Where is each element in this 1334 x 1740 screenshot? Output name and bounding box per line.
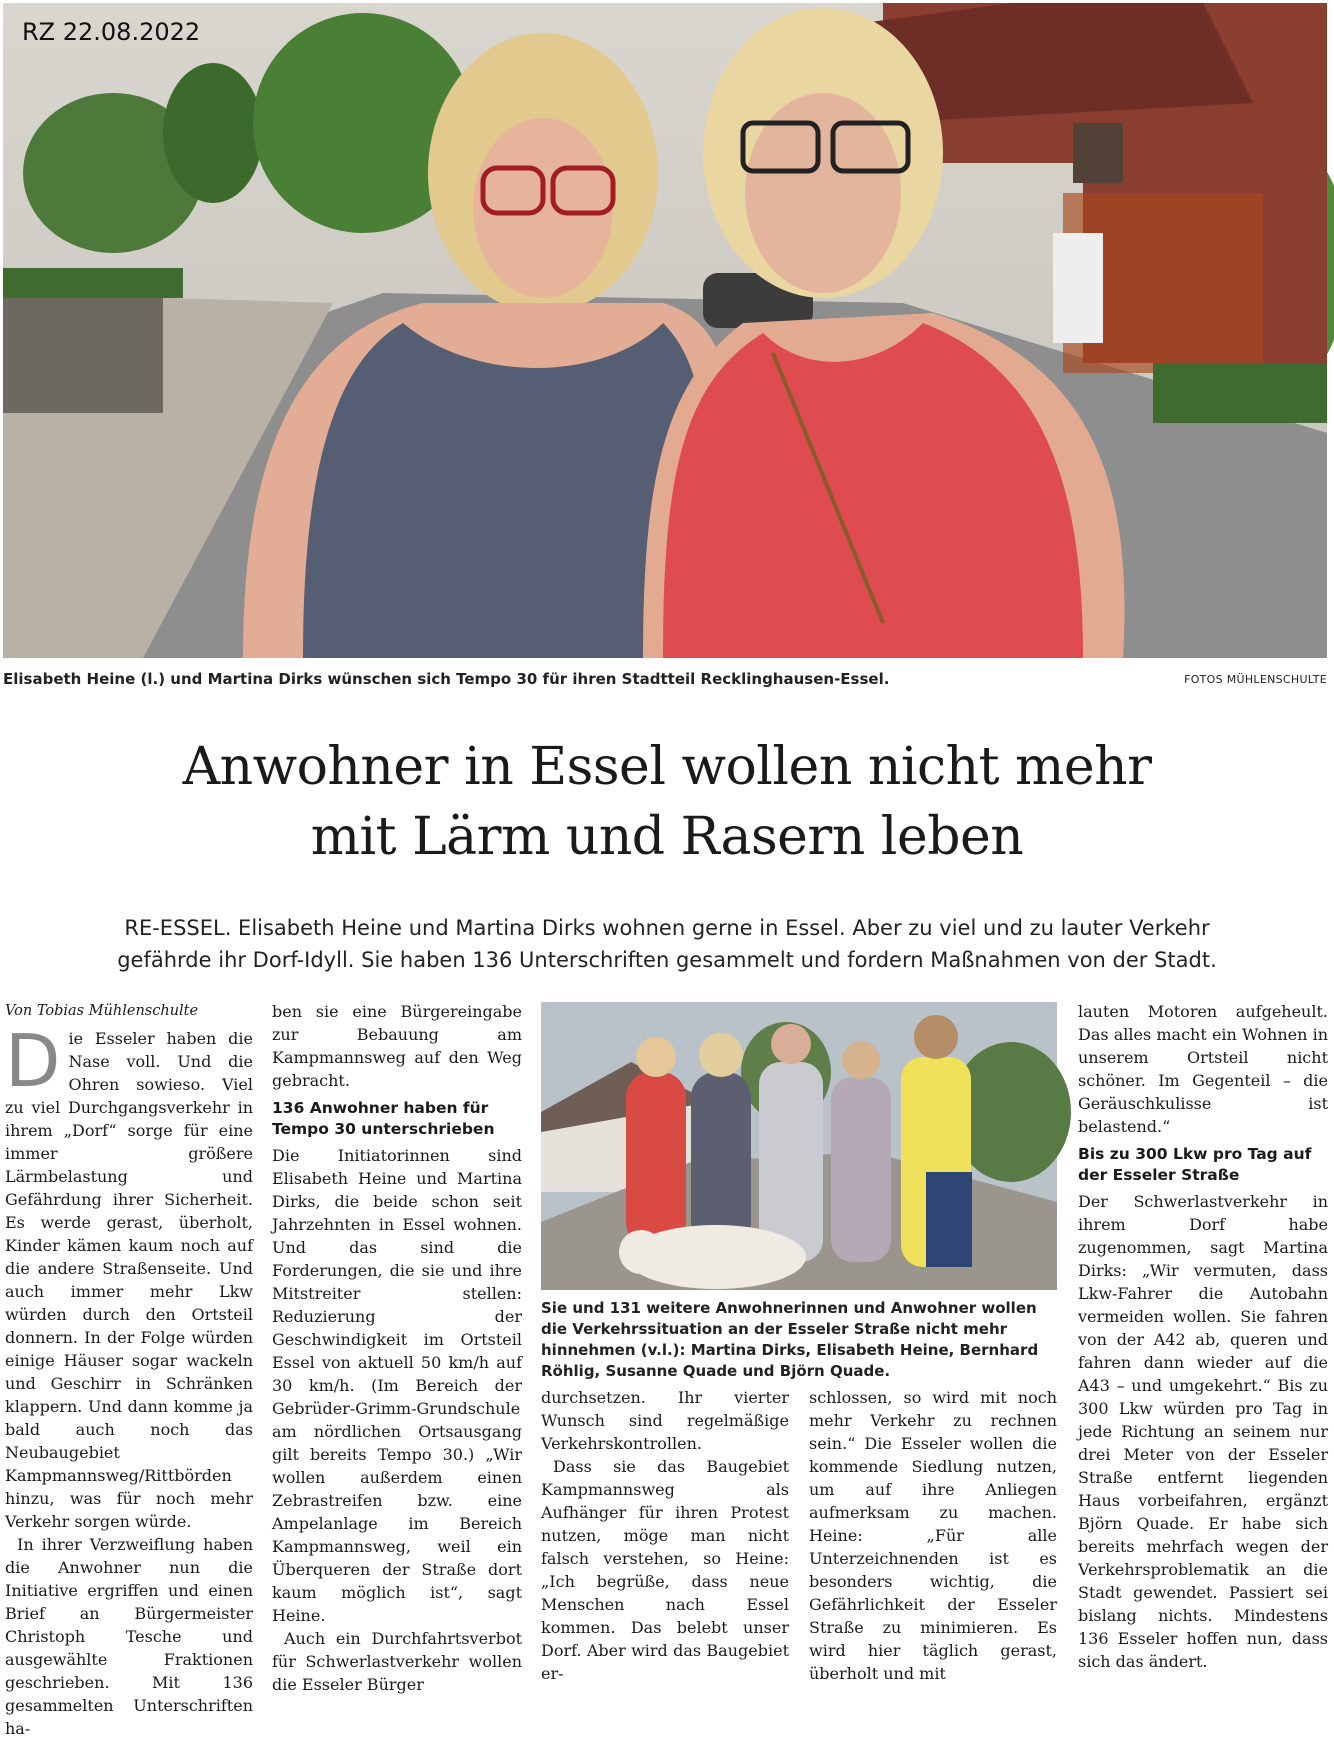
col4-paragraph-1: schlossen, so wird mit noch mehr Verkehr zu rechnen sein.“ Die Esseler wollen die kommende Siedlung nutzen, um auf ihre Anliegen aufmerksam zu machen. Heine: „Für alle Unterzeichnenden ist es besonders wichtig, die Gefährlichkeit der Esseler Straße zu minimieren. Es wird hier täglich gerast, überholt und mit — [809, 1388, 1057, 1683]
col5-paragraph-2: Der Schwerlastverkehr in ihrem Dorf habe zugenommen, sagt Martina Dirks: „Wir vermuten, dass Lkw-Fahrer die Autobahn vermeiden wollen. Sie fahren von der A42 ab, queren und fahren dann wieder auf die A43 – und umgekehrt.“ Bis zu 300 Lkw würden pro Tag in jede Richtung an seinem nur drei Meter von der Esseler Straße entfernt liegenden Haus vorbeifahren, ergänzt Björn Quade. Er habe sich bereits mehrfach wegen der Verkehrsproblematik an die Stadt gewendet. Passiert sei bislang nichts. Mindestens 136 Esseler hoffen nun, dass sich das ändert. — [1078, 1192, 1328, 1671]
photo-credit: FOTOS MÜHLENSCHULTE — [1184, 673, 1327, 686]
group-photo-caption: Sie und 131 weitere Anwohnerinnen und Anwohner wollen die Verkehrssituation an der Esseler Straße nicht mehr hinnehmen (v.l.): Martina Dirks, Elisabeth Heine, Bernhard Röhlig, Susanne Quade und Björn Quade. — [541, 1299, 1039, 1380]
col5-paragraph-1: lauten Motoren aufgeheult. Das alles macht ein Wohnen in unserem Ortsteil nicht schöner. Im Gegenteil – die Geräuschkulisse ist belastend.“ — [1078, 1002, 1328, 1136]
col2-paragraph-3: Auch ein Durchfahrtsverbot für Schwerlastverkehr wollen die Esseler Bürger — [272, 1629, 522, 1694]
date-stamp: RZ 22.08.2022 — [22, 18, 201, 46]
main-photo-caption-text: Elisabeth Heine (l.) und Martina Dirks wünschen sich Tempo 30 für ihren Stadtteil Recklinghausen-Essel. — [3, 670, 890, 688]
byline: Von Tobias Mühlenschulte — [5, 1003, 199, 1019]
lead-line-1: RE-ESSEL. Elisabeth Heine und Martina Dirks wohnen gerne in Essel. Aber zu viel und zu lauter Verkehr — [124, 916, 1210, 940]
col2-paragraph-1: ben sie eine Bürgereingabe zur Bebauung am Kampmannsweg auf den Weg gebracht. — [272, 1002, 522, 1090]
col1-paragraph-2: In ihrer Verzweiflung haben die Anwohner nun die Initiative ergriffen und einen Brief an Bürgermeister Christoph Tesche und ausgewählte Fraktionen geschrieben. Mit 136 gesammelten Unterschriften ha- — [5, 1535, 253, 1738]
main-photo — [3, 3, 1327, 658]
headline-line-1: Anwohner in Essel wollen nicht mehr — [182, 737, 1152, 797]
col1-paragraph-1 — [5, 1019, 253, 1533]
column-1 — [5, 1000, 253, 1738]
headline — [0, 732, 1334, 872]
drop-cap: D — [5, 1019, 61, 1103]
col5-subheading: Bis zu 300 Lkw pro Tag auf der Esseler Straße — [1078, 1145, 1312, 1184]
col3-paragraph-2: Dass sie das Baugebiet Kampmannsweg als Aufhänger für ihren Protest nutzen, möge man nicht falsch verstehen, so Heine: „Ich begrüße, dass neue Menschen nach Essel kommen. Das belebt unser Dorf. Aber wird das Baugebiet er- — [541, 1457, 789, 1683]
headline-line-2: mit Lärm und Rasern leben — [310, 807, 1024, 867]
lead-paragraph — [20, 912, 1314, 976]
lead-line-2: gefährde ihr Dorf-Idyll. Sie haben 136 Unterschriften gesammelt und fordern Maßnahmen von der Stadt. — [117, 948, 1217, 972]
group-photo — [541, 1002, 1057, 1290]
main-photo-caption — [3, 670, 1327, 696]
col2-subheading: 136 Anwohner haben für Tempo 30 unterschrieben — [272, 1099, 495, 1138]
column-4 — [809, 1386, 1057, 1690]
column-3 — [541, 1386, 789, 1690]
col2-paragraph-2: Die Initiatorinnen sind Elisabeth Heine und Martina Dirks, die beide schon seit Jahrzehnten in Essel wohnen. Und das sind die Forderungen, die sie und ihre Mitstreiter stellen: Reduzierung der Geschwindigkeit im Ortsteil Essel von aktuell 50 km/h auf 30 km/h. (Im Bereich der Gebrüder-Grimm-Grundschule am nördlichen Ortsausgang gilt bereits Tempo 30.) „Wir wollen außerdem einen Zebrastreifen bzw. eine Ampelanlage im Bereich Kampmannsweg, weil ein Überqueren der Straße dort kaum möglich ist“, sagt Heine. — [272, 1146, 522, 1625]
col3-paragraph-1: durchsetzen. Ihr vierter Wunsch sind regelmäßige Verkehrskontrollen. — [541, 1388, 789, 1453]
col1-paragraph-1-text: ie Esseler haben die Nase voll. Und die Ohren sowieso. Viel zu viel Durchgangsverkehr in ihrem „Dorf“ sorge für eine immer größere Lärmbelastung und Gefährdung ihrer Sicherheit. Es werde gerast, überholt, Kinder kämen kaum noch auf die andere Straßenseite. Und auch immer mehr Lkw würden durch den Ortsteil donnern. In der Folge würden einige Häuser sogar wackeln und Geschirr in Schränken klappern. Und dann komme ja bald auch noch das Neubaugebiet Kampmannsweg/Rittbörden hinzu, was für noch mehr Verkehr sorgen würde. — [5, 1029, 253, 1531]
column-2 — [272, 1000, 522, 1694]
column-5 — [1078, 1000, 1328, 1690]
